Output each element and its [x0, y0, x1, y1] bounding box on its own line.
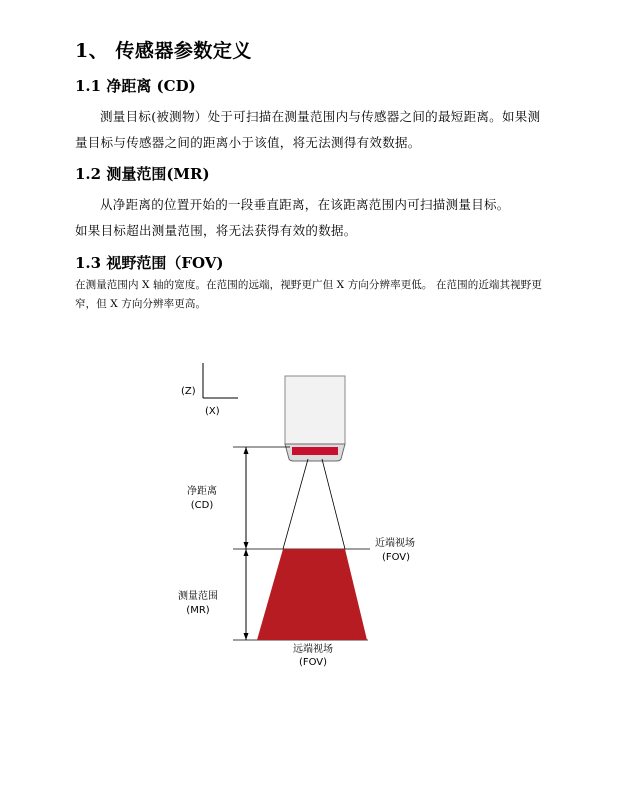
section-body-mr-line1: 从净距离的位置开始的一段垂直距离，在该距离范围内可扫描测量目标。 [100, 197, 510, 212]
beam-right-line [322, 459, 345, 549]
near-fov-label: 近端视场 [375, 538, 415, 549]
arrow-cd-top [244, 447, 249, 454]
near-fov-label-abbr: (FOV) [381, 552, 411, 563]
mr-label: 测量范围 [178, 591, 218, 602]
arrow-cd-bottom [244, 542, 249, 549]
cd-label-abbr: (CD) [190, 500, 214, 511]
arrow-mr-bottom [244, 633, 249, 640]
section-title-fov: 1.3 视野范围（FOV) [75, 254, 224, 272]
cd-label: 净距离 [187, 486, 217, 497]
page-heading: 1、 传感器参数定义 [75, 40, 252, 62]
beam-left-line [283, 459, 308, 549]
sensor-icon [285, 376, 345, 461]
section-body-mr-line2: 如果目标超出测量范围，将无法获得有效的数据。 [75, 223, 357, 238]
measurement-range-field [257, 549, 367, 640]
section-body-cd: 测量目标(被测物）处于可扫描在测量范围内与传感器之间的最短距离。如果测量目标与传感器之间的距离小于该值，将无法测得有效数据。 [75, 109, 541, 150]
section-title-cd: 1.1 净距离 (CD) [75, 77, 196, 95]
section-title-mr: 1.2 测量范围(MR) [75, 165, 210, 183]
arrow-mr-top [244, 549, 249, 556]
mr-label-abbr: (MR) [186, 605, 210, 616]
x-axis-label: (X) [205, 406, 220, 417]
far-fov-label: 远端视场 [293, 644, 333, 655]
far-fov-label-abbr: (FOV) [298, 657, 328, 668]
section-body-fov: 在测量范围内 X 轴的宽度。在范围的远端，视野更广但 X 方向分辨率更低。 在范围的近端其视野更窄，但 X 方向分辨率更高。 [75, 279, 542, 310]
z-axis-label: (Z) [181, 386, 196, 397]
